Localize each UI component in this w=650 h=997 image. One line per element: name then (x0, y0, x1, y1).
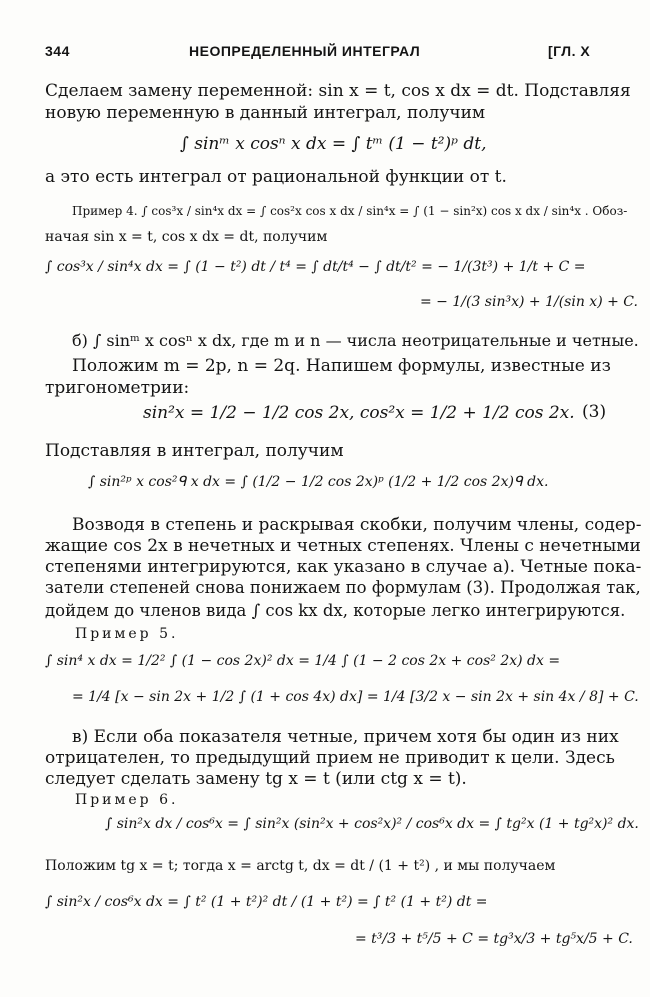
formula-line: = − 1/(3 sin³x) + 1/(sin x) + C. (420, 294, 638, 310)
text-line: а это есть интеграл от рациональной функции от t. (45, 167, 507, 187)
text-line: Положим m = 2p, n = 2q. Напишем формулы, известные из (72, 356, 611, 376)
example-5-heading: Пример 5. (75, 626, 179, 642)
formula-line: = t³/3 + t⁵/5 + C = tg³x/3 + tg⁵x/5 + C. (355, 931, 633, 947)
text-line: Положим tg x = t; тогда x = arctg t, dx = dt / (1 + t²) , и мы получаем (45, 858, 556, 874)
page-number: 344 (45, 43, 70, 59)
text-line: начая sin x = t, cos x dx = dt, получим (45, 229, 328, 245)
text-line: Возводя в степень и раскрывая скобки, получим члены, содер- (72, 515, 642, 535)
example-4-line: Пример 4. ∫ cos³x / sin⁴x dx = ∫ cos²x cos x dx / sin⁴x = ∫ (1 − sin²x) cos x dx / sin⁴x . Обоз- (72, 204, 628, 218)
formula-line: ∫ sin²ᵖ x cos²ᑫ x dx = ∫ (1/2 − 1/2 cos 2x)ᵖ (1/2 + 1/2 cos 2x)ᑫ dx. (88, 474, 549, 490)
formula-line: = 1/4 [x − sin 2x + 1/2 ∫ (1 + cos 4x) dx] = 1/4 [3/2 x − sin 2x + sin 4x / 8] + C. (72, 689, 639, 705)
text-line: степенями интегрируются, как указано в случае а). Четные пока- (45, 557, 642, 577)
text-line: Сделаем замену переменной: sin x = t, cos x dx = dt. Подставляя (45, 81, 631, 101)
text-line: Подставляя в интеграл, получим (45, 441, 344, 461)
text-line: следует сделать замену tg x = t (или ctg x = t). (45, 769, 467, 789)
case-c-line: в) Если оба показателя четные, причем хотя бы один из них (72, 727, 619, 747)
running-title: НЕОПРЕДЕЛЕННЫЙ ИНТЕГРАЛ (189, 43, 421, 59)
text-line: новую переменную в данный интеграл, получим (45, 103, 486, 123)
text-line: затели степеней снова понижаем по формулам (3). Продолжая так, (45, 578, 641, 597)
equation-number: (3) (582, 402, 607, 422)
case-b-line: б) ∫ sinᵐ x cosⁿ x dx, где m и n — числа неотрицательные и четные. (72, 331, 639, 350)
formula-line: ∫ sin²x / cos⁶x dx = ∫ t² (1 + t²)² dt / (1 + t²) = ∫ t² (1 + t²) dt = (45, 894, 488, 910)
formula-line: ∫ sinᵐ x cosⁿ x dx = ∫ tᵐ (1 − t²)ᵖ dt, (180, 134, 487, 154)
text-line: жащие cos 2x в нечетных и четных степенях. Члены с нечетными (45, 536, 641, 556)
example-6-heading: Пример 6. (75, 792, 179, 808)
formula-line: ∫ sin⁴ x dx = 1/2² ∫ (1 − cos 2x)² dx = 1/4 ∫ (1 − 2 cos 2x + cos² 2x) dx = (45, 653, 561, 669)
formula-line: ∫ cos³x / sin⁴x dx = ∫ (1 − t²) dt / t⁴ = ∫ dt/t⁴ − ∫ dt/t² = − 1/(3t³) + 1/t + C = (45, 259, 586, 275)
formula-line: sin²x = 1/2 − 1/2 cos 2x, cos²x = 1/2 + 1/2 cos 2x. (143, 403, 575, 423)
chapter-reference: [ГЛ. X (548, 43, 591, 59)
text-line: отрицателен, то предыдущий прием не приводит к цели. Здесь (45, 748, 615, 768)
formula-line: ∫ sin²x dx / cos⁶x = ∫ sin²x (sin²x + cos²x)² / cos⁶x dx = ∫ tg²x (1 + tg²x)² dx. (105, 816, 639, 832)
text-line: дойдем до членов вида ∫ cos kx dx, которые легко интегрируются. (45, 601, 626, 620)
text-line: тригонометрии: (45, 378, 190, 398)
